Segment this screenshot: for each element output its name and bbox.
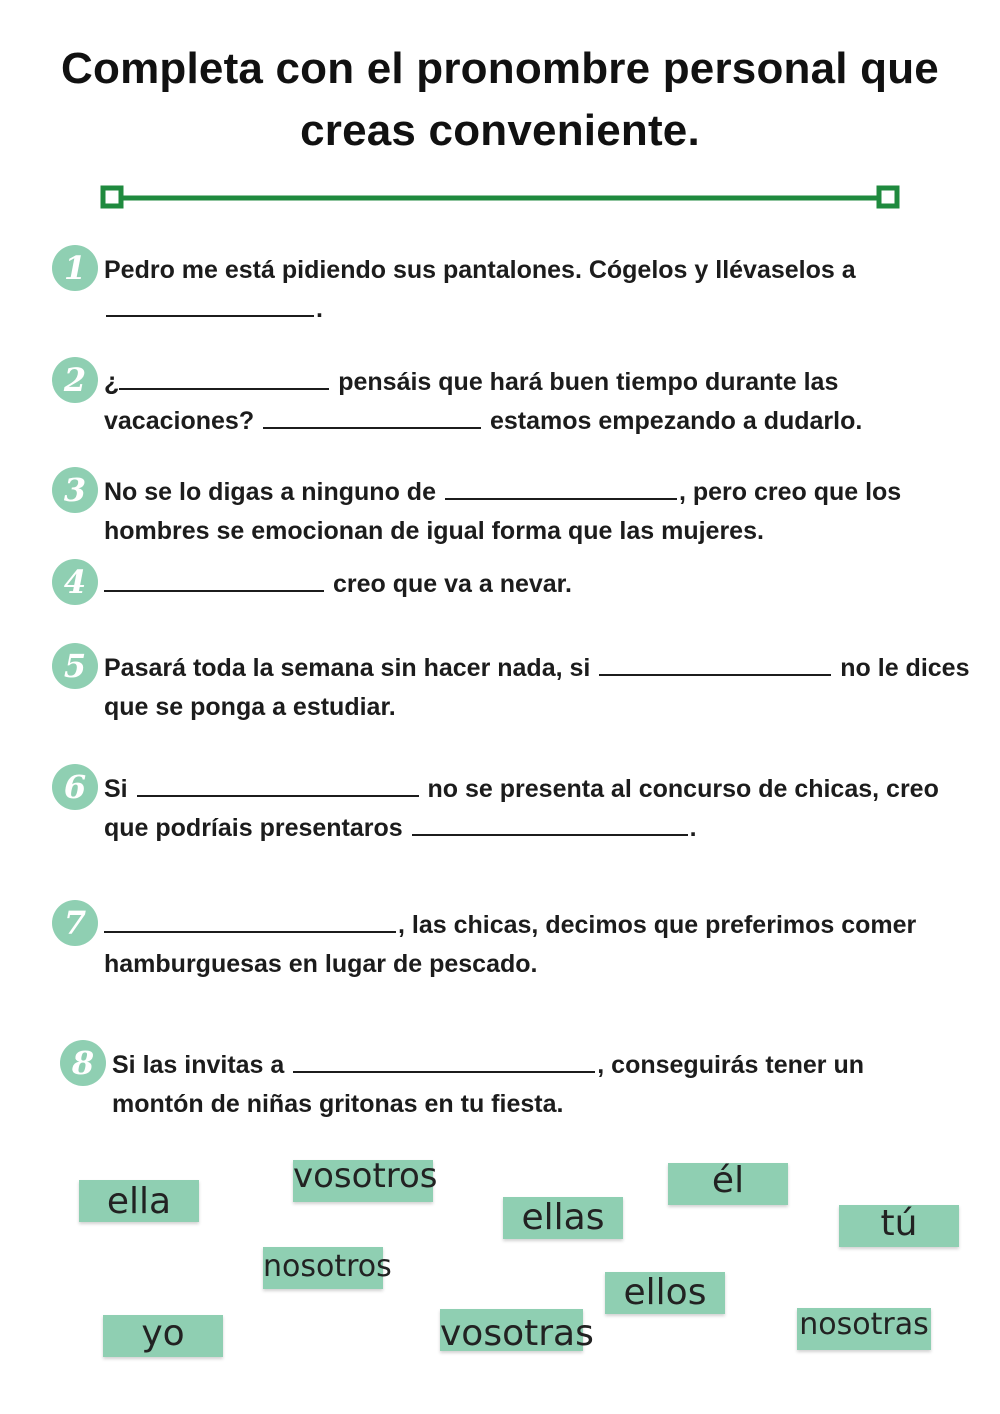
word-chip-label: ellos [623, 1272, 707, 1313]
question-5-part-1: Pasará toda la semana sin hacer nada, si [104, 654, 591, 682]
divider-left-cap [103, 188, 121, 206]
question-4-part-1: creo que va a nevar. [332, 570, 572, 598]
title-line-1: Completa con el pronombre personal que [61, 44, 939, 93]
question-8-text [112, 1046, 962, 1124]
question-4-text [104, 565, 974, 604]
word-chip-label: nosotros [263, 1249, 392, 1284]
question-2-part-3: estamos empezando a dudarlo. [490, 407, 863, 435]
number-badge-1: 1 [52, 245, 98, 291]
blank-input-3[interactable] [445, 476, 677, 500]
divider-right-cap [879, 188, 897, 206]
blank-input-2a[interactable] [119, 366, 329, 390]
number-badge-8: 8 [60, 1040, 106, 1086]
word-chip-ellas[interactable] [503, 1197, 623, 1239]
number-badge-5: 5 [52, 643, 98, 689]
blank-input-5[interactable] [599, 652, 831, 676]
question-7-part-1: , las chicas, decimos que preferimos comer hamburguesas en lugar de pescado. [104, 911, 917, 978]
number-badge-7: 7 [52, 900, 98, 946]
title-divider [98, 183, 904, 213]
question-6-part-3: . [689, 814, 697, 842]
word-chip-vosotros[interactable] [293, 1156, 438, 1202]
number-badge-4: 4 [52, 559, 98, 605]
question-2-part-2: pensáis que hará buen tiempo durante las vacaciones? [104, 368, 839, 435]
page-title [0, 38, 1000, 162]
word-chip-tu[interactable] [839, 1205, 959, 1247]
word-chip-label: vosotros [293, 1156, 438, 1196]
word-chip-el[interactable] [668, 1160, 788, 1205]
question-7-text [104, 906, 974, 984]
question-5-text [104, 649, 974, 727]
word-chip-label: vosotras [440, 1313, 594, 1354]
question-8-part-2: , conseguirás tener un montón de niñas gritonas en tu fiesta. [112, 1051, 865, 1118]
word-chip-nosotros[interactable] [263, 1247, 392, 1289]
word-chip-label: ella [106, 1181, 172, 1222]
question-1-part-2: . [316, 295, 323, 323]
question-8-part-1: Si las invitas a [112, 1051, 285, 1079]
question-1-text [104, 251, 974, 329]
word-chip-label: él [711, 1160, 745, 1201]
question-1-part-1: Pedro me está pidiendo sus pantalones. Cógelos y llévaselos a [104, 256, 856, 284]
blank-input-2b[interactable] [263, 405, 481, 429]
question-3-part-2: , pero creo que los hombres se emocionan de igual forma que las mujeres. [104, 478, 902, 545]
blank-input-6a[interactable] [137, 773, 419, 797]
word-chip-ella[interactable] [79, 1180, 199, 1222]
question-5-part-2: no le dices que se ponga a estudiar. [104, 654, 970, 721]
question-6-text [104, 770, 974, 848]
word-chip-label: tú [880, 1203, 918, 1244]
blank-input-6b[interactable] [412, 812, 688, 836]
word-chip-label: nosotras [799, 1307, 929, 1342]
word-chip-label: yo [141, 1313, 185, 1354]
question-6-part-1: Si [104, 775, 128, 803]
blank-input-1[interactable] [106, 293, 314, 317]
word-chip-ellos[interactable] [605, 1272, 725, 1314]
blank-input-7[interactable] [104, 909, 396, 933]
question-2-text [104, 363, 974, 441]
number-badge-2: 2 [52, 357, 98, 403]
title-line-2: creas conveniente. [300, 106, 700, 155]
question-3-text [104, 473, 974, 551]
question-6-part-2: no se presenta al concurso de chicas, creo que podríais presentaros [104, 775, 939, 842]
blank-input-8[interactable] [293, 1049, 595, 1073]
blank-input-4[interactable] [104, 568, 324, 592]
number-badge-3: 3 [52, 467, 98, 513]
word-chip-vosotras[interactable] [440, 1309, 594, 1354]
question-2-part-1: ¿ [104, 368, 120, 396]
word-chip-nosotras[interactable] [797, 1308, 931, 1350]
question-3-part-1: No se lo digas a ninguno de [104, 478, 436, 506]
word-chip-label: ellas [521, 1197, 605, 1238]
number-badge-6: 6 [52, 764, 98, 810]
word-chip-yo[interactable] [103, 1315, 223, 1357]
